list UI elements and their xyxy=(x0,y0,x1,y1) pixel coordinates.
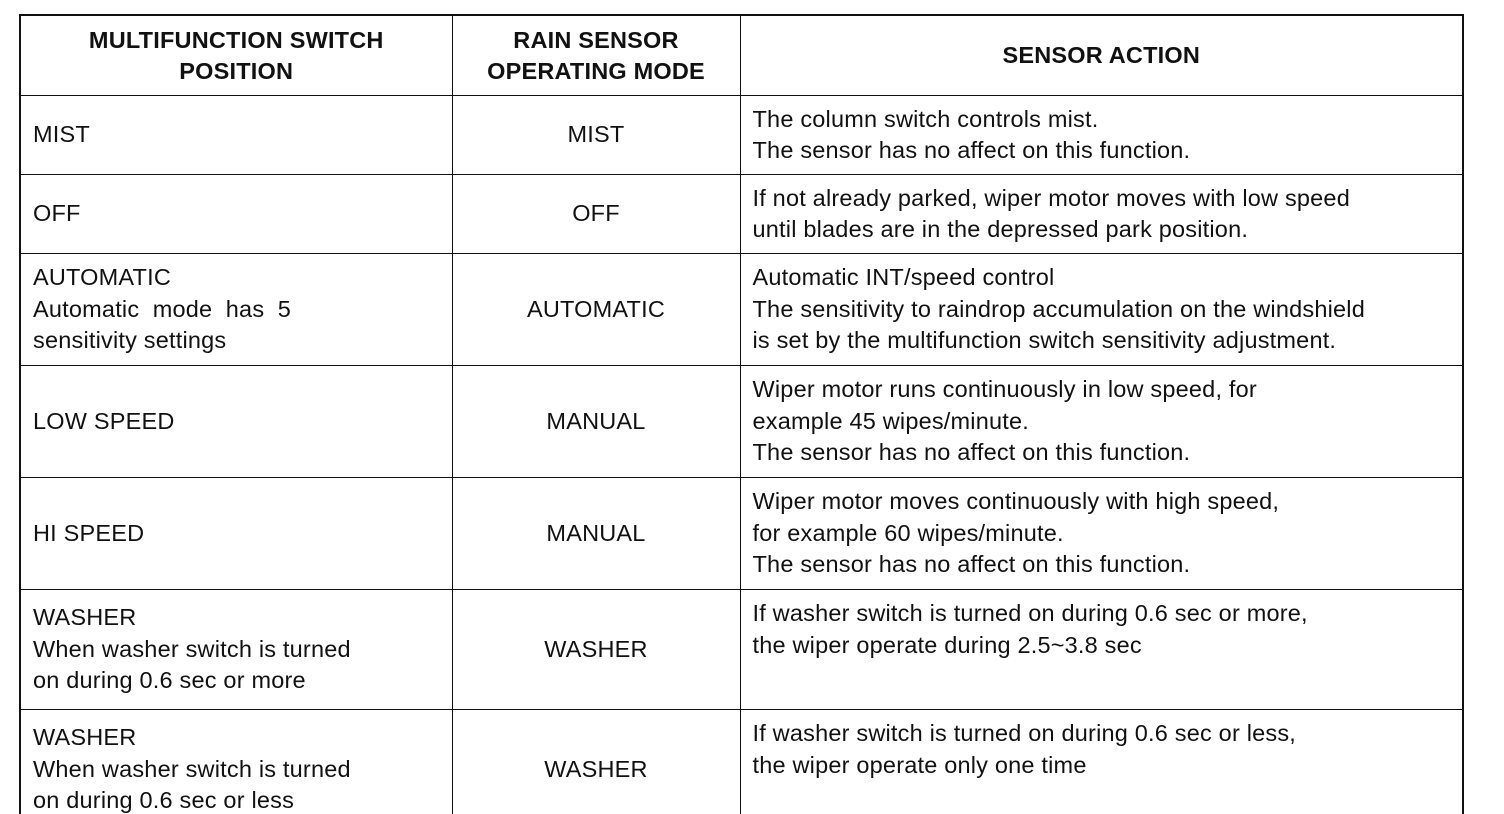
operating-mode-cell: WASHER xyxy=(452,710,740,814)
switch-position-cell: AUTOMATIC Automatic mode has 5 sensitivity settings xyxy=(20,254,452,366)
sensor-action-cell: The column switch controls mist. The sensor has no affect on this function. xyxy=(740,96,1463,175)
switch-position-cell: OFF xyxy=(20,175,452,254)
sensor-action-cell: If washer switch is turned on during 0.6 sec or less, the wiper operate only one time xyxy=(740,710,1463,814)
header-sensor-action: SENSOR ACTION xyxy=(740,15,1463,96)
table-header-row xyxy=(20,15,1463,96)
switch-position-cell: WASHER When washer switch is turned on during 0.6 sec or more xyxy=(20,590,452,710)
sensor-action-cell: Automatic INT/speed control The sensitivity to raindrop accumulation on the windshield is set by the multifunction switch sensitivity adjustment. xyxy=(740,254,1463,366)
operating-mode-cell: MANUAL xyxy=(452,366,740,478)
sensor-action-cell: If washer switch is turned on during 0.6 sec or more, the wiper operate during 2.5~3.8 sec xyxy=(740,590,1463,710)
table-row xyxy=(20,175,1463,254)
operating-mode-cell: MIST xyxy=(452,96,740,175)
rain-sensor-mode-table xyxy=(19,14,1464,814)
switch-position-cell: LOW SPEED xyxy=(20,366,452,478)
operating-mode-cell: MANUAL xyxy=(452,478,740,590)
table-row xyxy=(20,478,1463,590)
switch-position-cell: MIST xyxy=(20,96,452,175)
table-row xyxy=(20,366,1463,478)
operating-mode-cell: AUTOMATIC xyxy=(452,254,740,366)
operating-mode-cell: OFF xyxy=(452,175,740,254)
table-row xyxy=(20,590,1463,710)
table-row xyxy=(20,254,1463,366)
switch-position-cell: HI SPEED xyxy=(20,478,452,590)
header-switch-position: MULTIFUNCTION SWITCH POSITION xyxy=(20,15,452,96)
header-operating-mode: RAIN SENSOR OPERATING MODE xyxy=(452,15,740,96)
table-row xyxy=(20,710,1463,814)
sensor-action-cell: Wiper motor runs continuously in low speed, for example 45 wipes/minute. The sensor has no affect on this function. xyxy=(740,366,1463,478)
table-row xyxy=(20,96,1463,175)
operating-mode-cell: WASHER xyxy=(452,590,740,710)
switch-position-cell: WASHER When washer switch is turned on during 0.6 sec or less xyxy=(20,710,452,814)
sensor-action-cell: Wiper motor moves continuously with high speed, for example 60 wipes/minute. The sensor has no affect on this function. xyxy=(740,478,1463,590)
sensor-action-cell: If not already parked, wiper motor moves with low speed until blades are in the depressed park position. xyxy=(740,175,1463,254)
